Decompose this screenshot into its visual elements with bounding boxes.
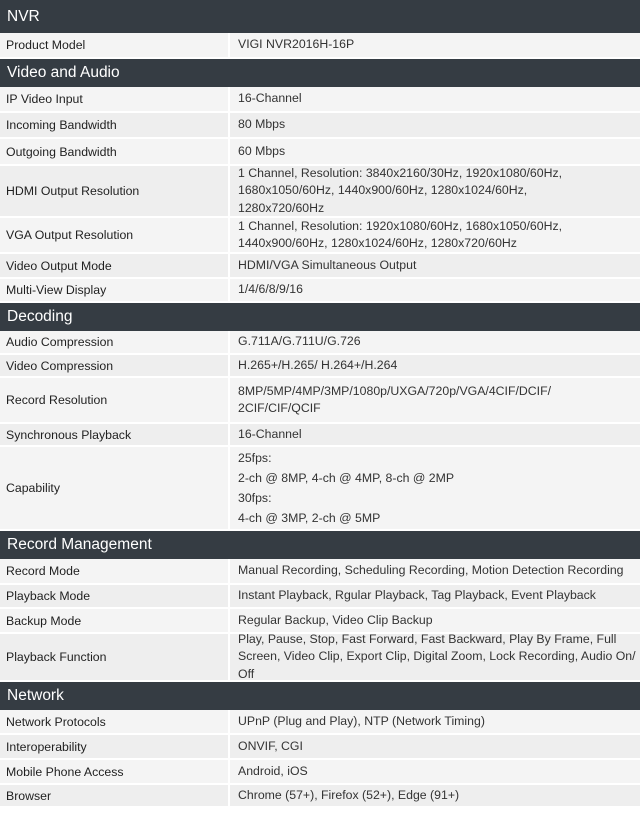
section-header: Decoding [0,303,640,331]
spec-row [0,355,640,378]
spec-row [0,585,640,609]
spec-value-line: Manual Recording, Scheduling Recording, Motion Detection Recording [238,563,624,578]
spec-row [0,331,640,355]
spec-row [0,166,640,218]
spec-value-line: 25fps: [238,451,272,465]
spec-label: HDMI Output Resolution [0,166,230,216]
spec-value-line: 1680x1050/60Hz, 1440x900/60Hz, 1280x1024/60Hz, [238,183,528,198]
spec-value-line: 2-ch @ 8MP, 4-ch @ 4MP, 8-ch @ 2MP [238,471,455,485]
spec-value-line: HDMI/VGA Simultaneous Output [238,257,417,272]
spec-row [0,139,640,166]
spec-label: Video Compression [0,355,230,376]
spec-value [230,279,640,301]
spec-value [230,760,640,783]
spec-label: VGA Output Resolution [0,218,230,252]
spec-label: Mobile Phone Access [0,760,230,783]
spec-row [0,424,640,447]
spec-value-line: ONVIF, CGI [238,738,303,753]
spec-label: Video Output Mode [0,254,230,277]
spec-row [0,279,640,303]
spec-value [230,355,640,376]
spec-label: Product Model [0,33,230,57]
section-header: Network [0,682,640,710]
spec-label: Interoperability [0,735,230,758]
spec-value [230,218,640,252]
spec-row [0,559,640,585]
spec-value [230,254,640,277]
spec-value [230,87,640,111]
spec-value-line: Screen, Video Clip, Export Clip, Digital Zoom, Lock Recording, Audio On/ [238,649,636,664]
spec-row [0,378,640,424]
spec-value-line: 16-Channel [238,426,302,441]
spec-value [230,447,640,529]
spec-row [0,87,640,113]
spec-label: Backup Mode [0,609,230,632]
spec-row [0,631,640,682]
spec-row [0,33,640,59]
spec-value-line: 30fps: [238,491,272,505]
spec-value-line: 1 Channel, Resolution: 3840x2160/30Hz, 1920x1080/60Hz, [238,165,563,180]
spec-label: Synchronous Playback [0,424,230,445]
spec-value-line: UPnP (Plug and Play), NTP (Network Timing) [238,713,485,728]
spec-value [230,559,640,583]
spec-value [230,631,640,681]
spec-value [230,378,640,422]
section-header: Record Management [0,531,640,559]
spec-row [0,760,640,785]
spec-label: Audio Compression [0,331,230,353]
spec-value-line: Play, Pause, Stop, Fast Forward, Fast Backward, Play By Frame, Full [238,631,617,646]
spec-row [0,735,640,760]
spec-label: Incoming Bandwidth [0,113,230,137]
spec-value [230,331,640,353]
spec-label: Playback Function [0,634,230,680]
spec-value-line: 1/4/6/8/9/16 [238,282,303,297]
section-header: Video and Audio [0,59,640,87]
spec-row [0,218,640,254]
spec-value [230,113,640,137]
spec-value-line: G.711A/G.711U/G.726 [238,334,361,349]
spec-value-line: Regular Backup, Video Clip Backup [238,612,433,627]
spec-label: Capability [0,447,230,529]
spec-row [0,710,640,735]
spec-label: Playback Mode [0,585,230,607]
spec-value [230,424,640,445]
spec-value-line: 8MP/5MP/4MP/3MP/1080p/UXGA/720p/VGA/4CIF/DCIF/ [238,383,552,398]
spec-value-line: H.265+/H.265/ H.264+/H.264 [238,357,398,372]
spec-label: Outgoing Bandwidth [0,139,230,164]
spec-value-line: Android, iOS [238,763,308,778]
spec-label: IP Video Input [0,87,230,111]
spec-value-line: Chrome (57+), Firefox (52+), Edge (91+) [238,787,460,802]
spec-value-line: 1 Channel, Resolution: 1920x1080/60Hz, 1680x1050/60Hz, [238,218,563,233]
spec-value-line: 1280x720/60Hz [238,200,325,215]
spec-value-line: Off [238,666,255,681]
spec-label: Record Mode [0,559,230,583]
spec-value [230,166,640,216]
spec-value [230,735,640,758]
spec-row [0,113,640,139]
spec-row [0,785,640,808]
section-header: NVR [0,0,640,33]
spec-value-line: 80 Mbps [238,117,286,132]
spec-value-line: Instant Playback, Rgular Playback, Tag Playback, Event Playback [238,588,596,603]
spec-value-line: 16-Channel [238,91,302,106]
spec-value [230,139,640,164]
spec-value-line: 2CIF/CIF/QCIF [238,401,321,415]
spec-value [230,585,640,607]
spec-value [230,785,640,806]
spec-value [230,609,640,632]
spec-value-line: 1440x900/60Hz, 1280x1024/60Hz, 1280x720/60Hz [238,236,517,250]
spec-value-line: 4-ch @ 3MP, 2-ch @ 5MP [238,511,381,525]
spec-label: Network Protocols [0,710,230,733]
spec-label: Multi-View Display [0,279,230,301]
spec-label: Browser [0,785,230,806]
spec-value-line: VIGI NVR2016H-16P [238,37,355,52]
spec-row [0,447,640,531]
spec-value-line: 60 Mbps [238,143,286,158]
spec-row [0,254,640,279]
spec-value [230,33,640,57]
spec-label: Record Resolution [0,378,230,422]
spec-value [230,710,640,733]
